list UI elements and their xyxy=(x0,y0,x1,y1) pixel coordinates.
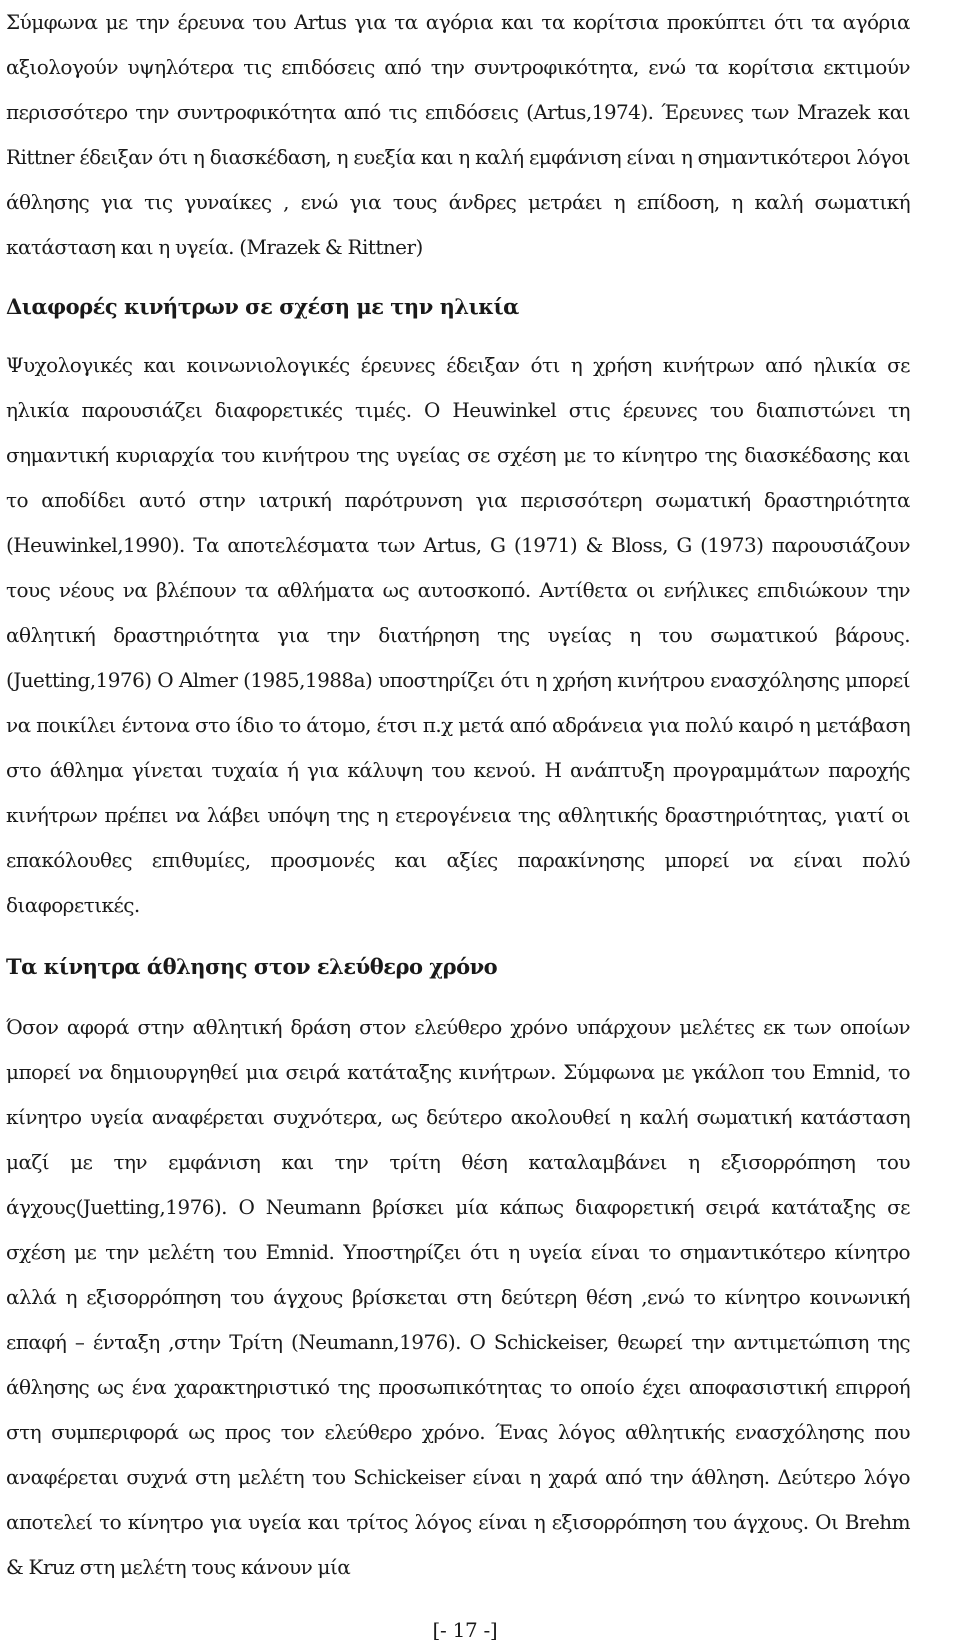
paragraph-leisure-motives: Όσον αφορά στην αθλητική δράση στον ελεύθερο χρόνο υπάρχουν μελέτες εκ των οποίων μπορεί να δημιουργηθεί μια σειρά κατάταξης κινήτρων. Σύμφωνα με γκάλοπ του Emnid, το κίνητρο υγεία αναφέρεται συχνότερα, ως δεύτερο ακολουθεί η καλή σωματική κατάσταση μαζί με την εμφάνιση και την τρίτη θέση καταλαμβάνει η εξισορρόπηση του άγχους(Juetting,1976). Ο Neumann βρίσκει μία κάπως διαφορετική σειρά κατάταξης σε σχέση με την μελέτη του Emnid. Υποστηρίζει ότι η υγεία είναι το σημαντικότερο κίνητρο αλλά η εξισορρόπηση του άγχους βρίσκεται στη δεύτερη θέση ,ενώ το κίνητρο κοινωνική επαφή – ένταξη ,στην Τρίτη (Neumann,1976). Ο Schickeiser, θεωρεί την αντιμετώπιση της άθλησης ως ένα χαρακτηριστικό της προσωπικότητας το οποίο έχει αποφασιστική επιρροή στη συμπεριφορά ως προς τον ελεύθερο χρόνο. Ένας λόγος αθλητικής ενασχόλησης που αναφέρεται συχνά στη μελέτη του Schickeiser είναι η χαρά από την άθληση. Δεύτερο λόγο αποτελεί το κίνητρο για υγεία και τρίτος λόγος είναι η εξισορρόπηση του άγχους. Οι Brehm & Kruz στη μελέτη τους κάνουν μία xyxy=(6,1015,910,1579)
paragraph-gender-differences: Σύμφωνα με την έρευνα του Artus για τα αγόρια και τα κορίτσια προκύπτει ότι τα αγόρια αξιολογούν υψηλότερα τις επιδόσεις από την συντροφικότητα, ενώ τα κορίτσια εκτιμούν περισσότερο την συντροφικότητα από τις επιδόσεις (Artus,1974). Έρευνες των Mrazek και Rittner έδειξαν ότι η διασκέδαση, η ευεξία και η καλή εμφάνιση είναι η σημαντικότεροι λόγοι άθλησης για τις γυναίκες , ενώ για τους άνδρες μετράει η επίδοση, η καλή σωματική κατάσταση και η υγεία. (Mrazek & Rittner) xyxy=(6,10,910,259)
section-heading-age-differences: Διαφορές κινήτρων σε σχέση με την ηλικία xyxy=(6,294,519,319)
paragraph-age-differences: Ψυχολογικές και κοινωνιολογικές έρευνες έδειξαν ότι η χρήση κινήτρων από ηλικία σε ηλικία παρουσιάζει διαφορετικές τιμές. Ο Heuwinkel στις έρευνες του διαπιστώνει τη σημαντική κυριαρχία του κινήτρου της υγείας σε σχέση με το κίνητρο της διασκέδασης και το αποδίδει αυτό στην ιατρική παρότρυνση για περισσότερη σωματική δραστηριότητα (Heuwinkel,1990). Τα αποτελέσματα των Artus, G (1971) & Bloss, G (1973) παρουσιάζουν τους νέους να βλέπουν τα αθλήματα ως αυτοσκοπό. Αντίθετα οι ενήλικες επιδιώκουν την αθλητική δραστηριότητα για την διατήρηση της υγείας η του σωματικού βάρους. (Juetting,1976) Ο Almer (1985,1988a) υποστηρίζει ότι η χρήση κινήτρου ενασχόλησης μπορεί να ποικίλει έντονα στο ίδιο το άτομο, έτσι π.χ μετά από αδράνεια για πολύ καιρό η μετάβαση στο άθλημα γίνεται τυχαία ή για κάλυψη του κενού. Η ανάπτυξη προγραμμάτων παροχής κινήτρων πρέπει να λάβει υπόψη της η ετερογένεια της αθλητικής δραστηριότητας, γιατί οι επακόλουθες επιθυμίες, προσμονές και αξίες παρακίνησης μπορεί να είναι πολύ διαφορετικές. xyxy=(6,353,910,917)
document-page xyxy=(6,0,910,1590)
section-heading-leisure-motives: Τα κίνητρα άθλησης στον ελεύθερο χρόνο xyxy=(6,954,498,979)
page-number: [- 17 -] xyxy=(432,1618,498,1642)
